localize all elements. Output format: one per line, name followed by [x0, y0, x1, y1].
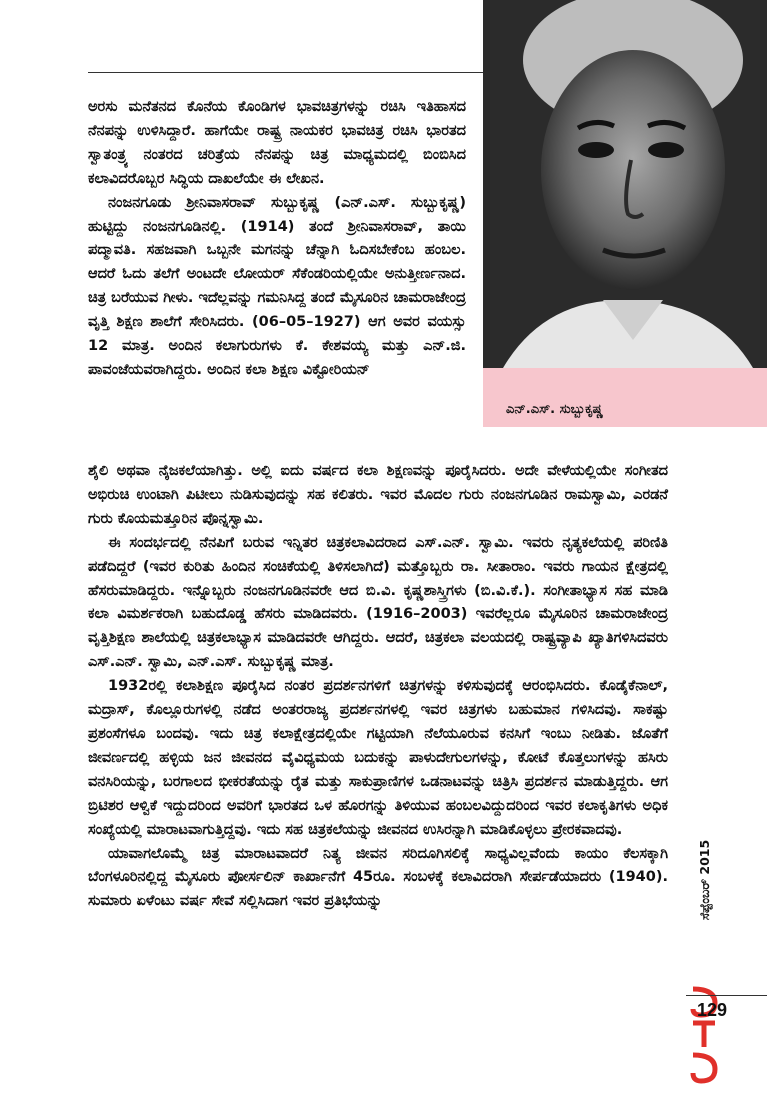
paragraph-contemporaries: ಈ ಸಂದರ್ಭದಲ್ಲಿ ನೆನಪಿಗೆ ಬರುವ ಇನ್ನಿತರ ಚಿತ್ರಕಲಾವಿದರಾದ ಎಸ್.ಎನ್. ಸ್ವಾಮಿ. ಇವರು ನೃತ್ಯಕಲೆಯಲ್ಲಿ ಪರಿಣಿತಿ ಪಡೆದಿದ್ದರೆ (ಇವರ ಕುರಿತು ಹಿಂದಿನ ಸಂಚಿಕೆಯಲ್ಲಿ ತಿಳಿಸಲಾಗಿದೆ) ಮತ್ತೊಬ್ಬರು ರಾ. ಸೀತಾರಾಂ. ಇವರು ಗಾಯನ ಕ್ಷೇತ್ರದಲ್ಲಿ ಹೆಸರುಮಾಡಿದ್ದರು. ಇನ್ನೊಬ್ಬರು ನಂಜನಗೂಡಿನವರೇ ಆದ ಬಿ.ವಿ. ಕೃಷ್ಣಶಾಸ್ತ್ರಿಗಳು (ಬಿ.ವಿ.ಕೆ.). ಸಂಗೀತಾಭ್ಯಾಸ ಸಹ ಮಾಡಿ ಕಲಾ ವಿಮರ್ಶಕರಾಗಿ ಬಹುದೊಡ್ಡ ಹೆಸರು ಮಾಡಿದವರು. (1916–2003) ಇವರೆಲ್ಲರೂ ಮೈಸೂರಿನ ಚಾಮರಾಜೇಂದ್ರ ವೃತ್ತಿಶಿಕ್ಷಣ ಶಾಲೆಯಲ್ಲಿ ಚಿತ್ರಕಲಾಭ್ಯಾಸ ಮಾಡಿದವರೇ ಆಗಿದ್ದರು. ಆದರೆ, ಚಿತ್ರಕಲಾ ವಲಯದಲ್ಲಿ ರಾಷ್ಟ್ರವ್ಯಾಪಿ ಖ್ಯಾತಿಗಳಿಸಿದವರು ಎಸ್.ಎನ್. ಸ್ವಾಮಿ, ಎನ್.ಎಸ್. ಸುಬ್ಬುಕೃಷ್ಣ ಮಾತ್ರ.: [88, 534, 668, 671]
page-number: 129: [697, 1000, 728, 1020]
paragraph-continuation: ಶೈಲಿ ಅಥವಾ ನೈಜಕಲೆಯಾಗಿತ್ತು. ಅಲ್ಲಿ ಐದು ವರ್ಷದ ಕಲಾ ಶಿಕ್ಷಣವನ್ನು ಪೂರೈಸಿದರು. ಅದೇ ವೇಳೆಯಲ್ಲಿಯೇ ಸಂಗೀತದ ಅಭಿರುಚಿ ಉಂಟಾಗಿ ಪಿಟೀಲು ನುಡಿಸುವುದನ್ನು ಸಹ ಕಲಿತರು. ಇವರ ಮೊದಲ ಗುರು ನಂಜನಗೂಡಿನ ರಾಮಸ್ವಾಮಿ, ಎರಡನೆ ಗುರು ಕೊಯಮತ್ತೂರಿನ ಪೊನ್ನಸ್ವಾಮಿ.: [88, 463, 668, 527]
paragraph-career: ಯಾವಾಗಲೊಮ್ಮೆ ಚಿತ್ರ ಮಾರಾಟವಾದರೆ ನಿತ್ಯ ಜೀವನ ಸರಿದೂಗಿಸಲಿಕ್ಕೆ ಸಾಧ್ಯವಿಲ್ಲವೆಂದು ಕಾಯಂ ಕೆಲಸಕ್ಕಾಗಿ ಬೆಂಗಳೂರಿನಲ್ಲಿದ್ದ ಮೈಸೂರು ಪೋರ್ಸಲಿನ್ ಕಾರ್ಖಾನೆಗೆ 45ರೂ. ಸಂಬಳಕ್ಕೆ ಕಲಾವಿದರಾಗಿ ಸೇರ್ಪಡೆಯಾದರು (1940). ಸುಮಾರು ಏಳೆಂಟು ವರ್ಷ ಸೇವೆ ಸಲ್ಲಿಸಿದಾಗ ಇವರ ಪ್ರತಿಭೆಯನ್ನು: [88, 845, 668, 910]
photo-caption: ಎನ್.ಎಸ್. ಸುಬ್ಬುಕೃಷ್ಣ: [506, 402, 604, 417]
top-rule: [88, 72, 488, 73]
magazine-logo: [686, 980, 722, 1090]
paragraph-exhibitions: 1932ರಲ್ಲಿ ಕಲಾಶಿಕ್ಷಣ ಪೂರೈಸಿದ ನಂತರ ಪ್ರದರ್ಶನಗಳಿಗೆ ಚಿತ್ರಗಳನ್ನು ಕಳಿಸುವುದಕ್ಕೆ ಆರಂಭಿಸಿದರು. ಕೊಡೈಕೆನಾಲ್, ಮದ್ರಾಸ್, ಕೊಲ್ಲೂರುಗಳಲ್ಲಿ ನಡೆದ ಅಂತರರಾಜ್ಯ ಪ್ರದರ್ಶನಗಳಲ್ಲಿ ಇವರ ಚಿತ್ರಗಳು ಬಹುಮಾನ ಗಳಿಸಿದವು. ಸಾಕಷ್ಟು ಪ್ರಶಂಸೆಗಳೂ ಬಂದವು. ಇದು ಚಿತ್ರ ಕಲಾಕ್ಷೇತ್ರದಲ್ಲಿಯೇ ಗಟ್ಟಿಯಾಗಿ ನೆಲೆಯೂರುವ ಕನಸಿಗೆ ಇಂಬು ನೀಡಿತು. ಜೊತೆಗೆ ಜೀವರ್ಣದಲ್ಲಿ ಹಳ್ಳಿಯ ಜನ ಜೀವನದ ವೈವಿಧ್ಯಮಯ ಬದುಕನ್ನು ಪಾಳುದೇಗುಲಗಳನ್ನು, ಕೋಟೆ ಕೊತ್ತಲುಗಳನ್ನು ಹಸಿರು ವನಸಿರಿಯನ್ನು, ಬರಗಾಲದ ಭೀಕರತೆಯನ್ನು ರೈತ ಮತ್ತು ಸಾಕುಪ್ರಾಣಿಗಳ ಒಡನಾಟವನ್ನು ಚಿತ್ರಿಸಿ ಪ್ರದರ್ಶನ ಮಾಡುತ್ತಿದ್ದರು. ಆಗ ಬ್ರಿಟಿಶರ ಆಳ್ವಿಕೆ ಇದ್ದುದರಿಂದ ಅವರಿಗೆ ಭಾರತದ ಒಳ ಹೊರಗನ್ನು ತಿಳಿಯುವ ಹಂಬಲವಿದ್ದುದರಿಂದ ಇವರ ಕಲಾಕೃತಿಗಳು ಅಧಿಕ ಸಂಖ್ಯೆಯಲ್ಲಿ ಮಾರಾಟವಾಗುತ್ತಿದ್ದವು. ಇದು ಸಹ ಚಿತ್ರಕಲೆಯನ್ನು ಜೀವನದ ಉಸಿರನ್ನಾಗಿ ಮಾಡಿಕೊಳ್ಳಲು ಪ್ರೇರಕವಾದವು.: [88, 678, 668, 838]
article-column: [88, 96, 466, 383]
footer-rule: [686, 995, 767, 996]
portrait-photo: [483, 0, 767, 368]
article-fullwidth: [88, 460, 668, 914]
issue-month-text: ಸೆಪ್ಟೆಂಬರ್ 2015: [697, 839, 712, 921]
paragraph-intro: ಅರಸು ಮನೆತನದ ಕೊನೆಯ ಕೊಂಡಿಗಳ ಭಾವಚಿತ್ರಗಳನ್ನು ರಚಿಸಿ ಇತಿಹಾಸದ ನೆನಪನ್ನು ಉಳಿಸಿದ್ದಾರೆ. ಹಾಗೆಯೇ ರಾಷ್ಟ್ರ ನಾಯಕರ ಭಾವಚಿತ್ರ ರಚಿಸಿ ಭಾರತದ ಸ್ವಾತಂತ್ರ್ಯ ನಂತರದ ಚರಿತ್ರೆಯ ನೆನಪನ್ನು ಚಿತ್ರ ಮಾಧ್ಯಮದಲ್ಲಿ ಬಿಂಬಿಸಿದ ಕಲಾವಿದರೊಬ್ಬರ ಸಿದ್ಧಿಯ ದಾಖಲೆಯೇ ಈ ಲೇಖನ.: [88, 99, 466, 187]
paragraph-biography: ನಂಜನಗೂಡು ಶ್ರೀನಿವಾಸರಾವ್ ಸುಬ್ಬುಕೃಷ್ಣ (ಎನ್.ಎಸ್. ಸುಬ್ಬುಕೃಷ್ಣ) ಹುಟ್ಟಿದ್ದು ನಂಜನಗೂಡಿನಲ್ಲಿ. (1914) ತಂದೆ ಶ್ರೀನಿವಾಸರಾವ್, ತಾಯಿ ಪದ್ಮಾವತಿ. ಸಹಜವಾಗಿ ಒಬ್ಬನೇ ಮಗನನ್ನು ಚೆನ್ನಾಗಿ ಓದಿಸಬೇಕೆಂಬ ಹಂಬಲ. ಆದರೆ ಓದು ತಲೆಗೆ ಅಂಟದೇ ಲೋಯರ್ ಸೆಕೆಂಡರಿಯಲ್ಲಿಯೇ ಅನುತ್ತೀರ್ಣನಾದ. ಚಿತ್ರ ಬರೆಯುವ ಗೀಳು. ಇದೆಲ್ಲವನ್ನು ಗಮನಿಸಿದ್ದ ತಂದೆ ಮೈಸೂರಿನ ಚಾಮರಾಜೇಂದ್ರ ವೃತ್ತಿ ಶಿಕ್ಷಣ ಶಾಲೆಗೆ ಸೇರಿಸಿದರು. (06–05–1927) ಆಗ ಅವರ ವಯಸ್ಸು 12 ಮಾತ್ರ. ಅಂದಿನ ಕಲಾಗುರುಗಳು ಕೆ. ಕೇಶವಯ್ಯ ಮತ್ತು ಎನ್.ಜಿ. ಪಾವಂಜೆಯವರಾಗಿದ್ದರು. ಅಂದಿನ ಕಲಾ ಶಿಕ್ಷಣ ವಿಕ್ಟೋರಿಯನ್: [88, 194, 466, 378]
issue-month: [688, 790, 722, 970]
